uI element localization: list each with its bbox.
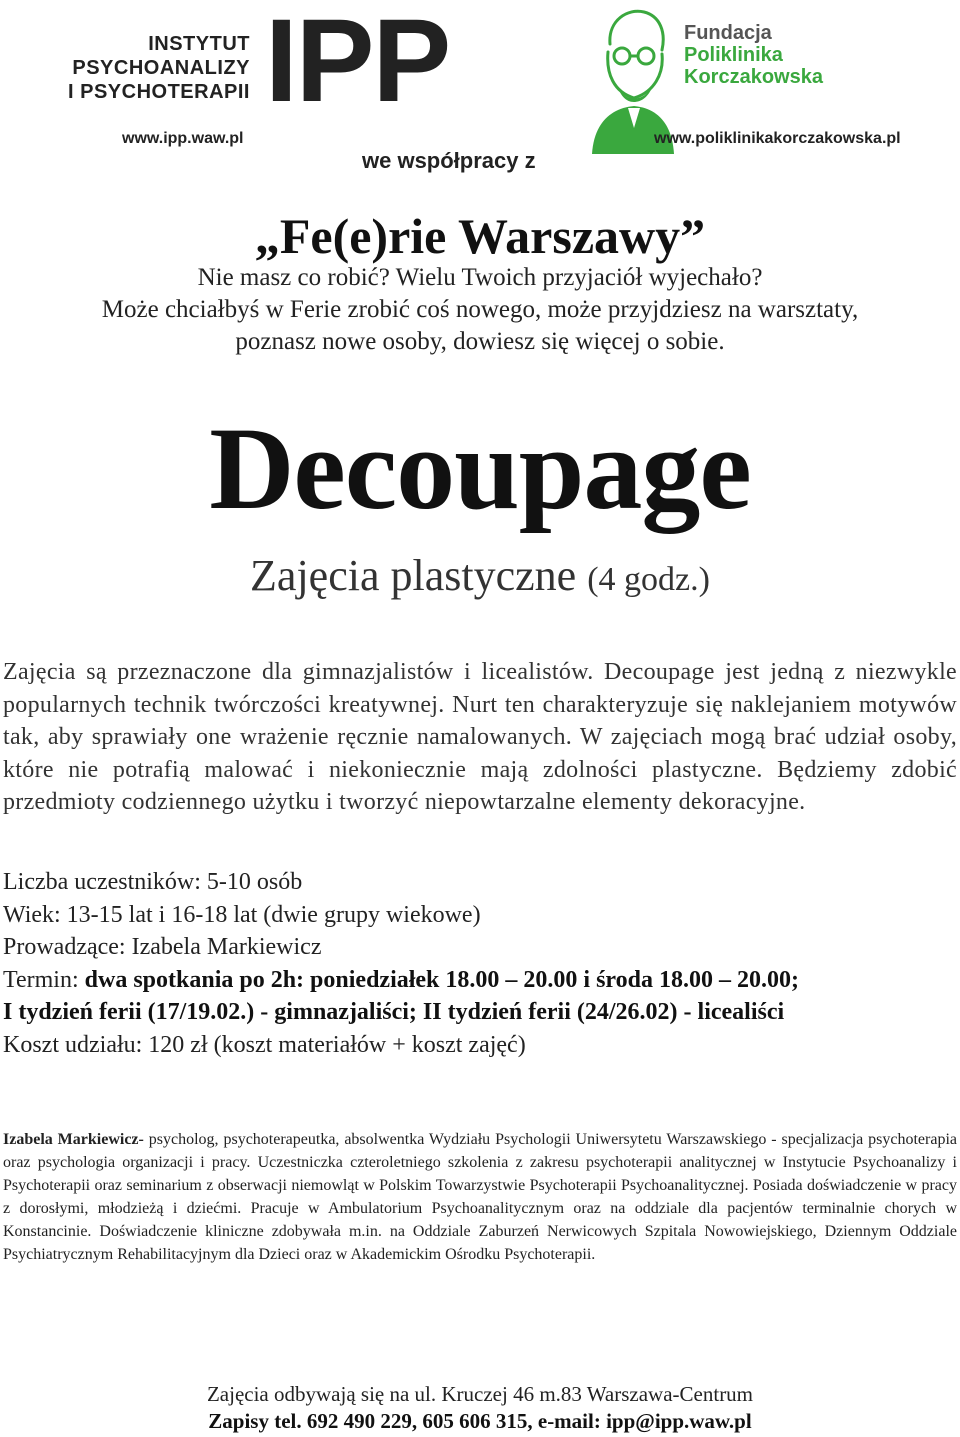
foundation-line-2: Poliklinika	[684, 44, 783, 66]
intro-line-3: poznasz nowe osoby, dowiesz się więcej o sobie.	[235, 328, 725, 355]
intro-line-2: Może chciałbyś w Ferie zrobić coś nowego, może przyjdziesz na warsztaty,	[101, 296, 859, 323]
workshop-weeks	[3, 996, 957, 1029]
foundation-line-3: Korczakowska	[684, 66, 823, 88]
workshop-term	[3, 964, 957, 997]
ipp-name-line-2: PSYCHOANALIZY	[72, 57, 250, 79]
weeks-value: I tydzień ferii (17/19.02.) - gimnazjaliści; II tydzień ferii (24/26.02) - licealiści	[3, 999, 785, 1025]
workshop-description: Zajęcia są przeznaczone dla gimnazjalistów i licealistów. Decoupage jest jedną z niezwykle popularnych technik twórczości kreatywnej. Nurt ten charakteryzuje się naklejaniem motywów tak, aby sprawiały one wrażenie ręcznie namalowanych. W zajęciach mogą brać udział osoby, które nie potrafią malować i niekoniecznie mają zdolności plastyczne. Będziemy zdobić przedmioty codziennego użytku i tworzyć niepowtarzalne elementy dekoracyjne.	[3, 659, 957, 815]
footer-contact: Zapisy tel. 692 490 229, 605 606 315, e-mail: ipp@ipp.waw.pl	[208, 1409, 752, 1433]
workshop-name: Decoupage	[209, 403, 751, 534]
foundation-name	[684, 22, 823, 88]
workshop-leader: Prowadzące: Izabela Markiewicz	[3, 934, 322, 960]
subtitle-text: Zajęcia plastyczne	[250, 551, 577, 600]
subtitle-hours: (4 godz.)	[587, 561, 710, 598]
ipp-institute-name	[50, 32, 250, 104]
ipp-name-line-3: I PSYCHOTERAPII	[68, 81, 250, 103]
page-title: „Fe(e)rie Warszawy”	[254, 208, 706, 264]
cooperation-label: we współpracy z	[362, 148, 536, 173]
intro	[0, 262, 960, 358]
term-label: Termin:	[3, 966, 85, 993]
bio-name: Izabela Markiewicz-	[3, 1131, 144, 1148]
ipp-url: www.ipp.waw.pl	[122, 130, 244, 147]
foundation-url: www.poliklinikakorczakowska.pl	[654, 130, 901, 147]
workshop-subtitle	[0, 548, 960, 608]
bio-text: psycholog, psychoterapeutka, absolwentka Wydziału Psychologii Uniwersytetu Warszawskiego - specjalizacja psychoterapia oraz psychologia organizacji i pracy. Uczestniczka czteroletniego szkolenia z zakresu psychoterapii analitycznej w Instytucie Psychoanalizy i Psychoterapii oraz seminarium z obserwacji niemowląt w Polskim Towarzystwie Psychoterapii Psychoanalitycznej. Posiada doświadczenie w pracy z dorosłymi, młodzieżą i dziećmi. Pracuje w Ambulatorium Psychoanalitycznym oraz na oddziale dla pacjentów terminalnie chorych w Konstancinie. Doświadczenie kliniczne zdobywała m.in. na Oddziale Zaburzeń Nerwicowych Szpitala Nowowiejskiego, Dziennym Oddziale Psychiatrycznym Rehabilitacyjnym dla Dzieci oraz w Akademickim Ośrodku Psychoterapii.	[3, 1131, 958, 1263]
ipp-logo: IPP	[265, 0, 450, 127]
foundation-line-1: Fundacja	[684, 22, 772, 44]
workshop-facts	[3, 866, 957, 1061]
age-range: Wiek: 13-15 lat i 16-18 lat (dwie grupy wiekowe)	[3, 901, 481, 928]
footer-address: Zajęcia odbywają się na ul. Kruczej 46 m.83 Warszawa-Centrum	[206, 1382, 754, 1406]
intro-line-1: Nie masz co robić? Wielu Twoich przyjaciół wyjechało?	[197, 264, 763, 291]
participants-count: Liczba uczestników: 5-10 osób	[3, 869, 303, 895]
leader-bio	[3, 1128, 957, 1266]
term-value: dwa spotkania po 2h: poniedziałek 18.00 – 20.00 i środa 18.00 – 20.00;	[84, 966, 799, 993]
workshop-cost: Koszt udziału: 120 zł (koszt materiałów + koszt zajęć)	[3, 1031, 526, 1058]
ipp-name-line-1: INSTYTUT	[148, 33, 250, 55]
